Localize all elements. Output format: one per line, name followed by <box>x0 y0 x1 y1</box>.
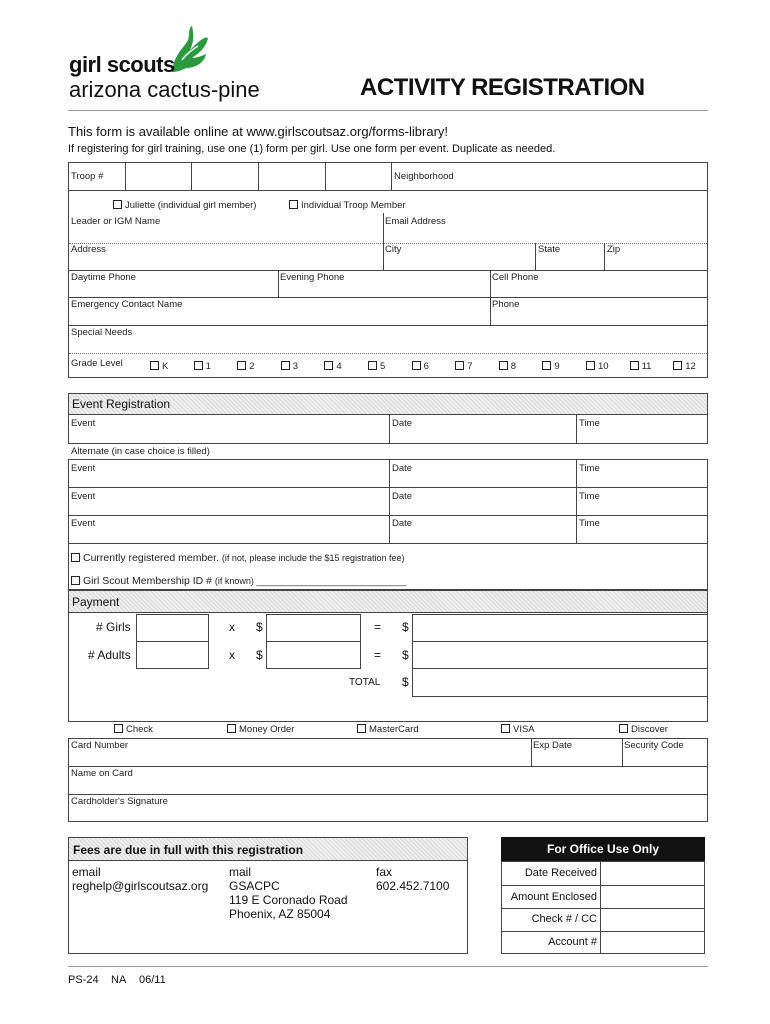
individual-troop-option[interactable]: Individual Troop Member <box>289 200 406 211</box>
grade-option-8[interactable]: 8 <box>499 361 516 372</box>
grade-option-2[interactable]: 2 <box>237 361 254 372</box>
state-label: State <box>538 244 561 255</box>
fees-fax: 602.452.7100 <box>376 879 450 893</box>
payment-method-checkbox[interactable] <box>619 724 628 733</box>
grade-option-K[interactable]: K <box>150 361 168 372</box>
grade-checkbox[interactable] <box>412 361 421 370</box>
grade-option-1[interactable]: 1 <box>194 361 211 372</box>
girls-label: # Girls <box>96 620 131 634</box>
grade-checkbox[interactable] <box>499 361 508 370</box>
time-label-3: Time <box>579 491 600 502</box>
grade-option-3[interactable]: 3 <box>281 361 298 372</box>
fees-mail-line-3: Phoenix, AZ 85004 <box>229 907 331 921</box>
grade-checkbox[interactable] <box>150 361 159 370</box>
evening-phone-label: Evening Phone <box>280 272 345 283</box>
card-section <box>68 738 708 822</box>
office-check-cc: Check # / CC <box>531 913 597 925</box>
juliette-option[interactable]: Juliette (individual girl member) <box>113 200 256 211</box>
adults-equals: = <box>374 648 382 662</box>
security-code-label: Security Code <box>624 740 684 751</box>
grade-option-4[interactable]: 4 <box>324 361 341 372</box>
fees-header <box>68 837 468 861</box>
grade-option-7[interactable]: 7 <box>455 361 472 372</box>
email-label: Email Address <box>385 216 446 227</box>
event-label-1: Event <box>71 418 96 429</box>
grade-checkbox[interactable] <box>455 361 464 370</box>
payment-method-checkbox[interactable] <box>357 724 366 733</box>
emergency-label: Emergency Contact Name <box>71 299 183 310</box>
office-title: For Office Use Only <box>546 842 660 856</box>
girls-count-field[interactable] <box>136 614 209 642</box>
footer-rule <box>68 966 708 967</box>
member-section <box>68 162 708 378</box>
girls-subtotal-field[interactable] <box>412 614 708 642</box>
total-field[interactable] <box>412 668 708 697</box>
adults-dollar: $ <box>256 648 263 662</box>
payment-method-checkbox[interactable] <box>501 724 510 733</box>
office-account: Account # <box>548 936 597 948</box>
card-number-label: Card Number <box>71 740 129 751</box>
total-label: TOTAL <box>349 677 381 688</box>
troop-label: Troop # <box>71 171 104 182</box>
adults-times: x <box>229 648 235 662</box>
fees-mail-line-1: GSACPC <box>229 879 280 893</box>
payment-method-checkbox[interactable] <box>114 724 123 733</box>
grade-option-12[interactable]: 12 <box>673 361 696 372</box>
grade-checkbox[interactable] <box>586 361 595 370</box>
neighborhood-label: Neighborhood <box>394 171 454 182</box>
event-row-primary <box>68 414 708 444</box>
grade-checkbox[interactable] <box>281 361 290 370</box>
grade-checkbox[interactable] <box>324 361 333 370</box>
council-name: arizona cactus-pine <box>69 77 260 102</box>
grade-level-label: Grade Level <box>71 358 123 369</box>
footer-date: 06/11 <box>139 974 166 986</box>
payment-method-discover[interactable]: Discover <box>619 724 668 735</box>
grade-option-9[interactable]: 9 <box>542 361 559 372</box>
phone-label: Phone <box>492 299 520 310</box>
special-needs-label: Special Needs <box>71 327 133 338</box>
signature-label: Cardholder's Signature <box>71 796 168 807</box>
payment-method-mastercard[interactable]: MasterCard <box>357 724 419 735</box>
event-registration-title: Event Registration <box>72 397 171 411</box>
date-label-3: Date <box>392 491 413 502</box>
time-label-1: Time <box>579 418 600 429</box>
individual-troop-checkbox[interactable] <box>289 200 298 209</box>
event-alternates <box>68 459 708 590</box>
instructions: If registering for girl training, use one (1) form per girl. Use one form per event. Duplicate as needed. <box>68 143 556 155</box>
fees-mail-line-2: 119 E Coronado Road <box>229 893 348 907</box>
girls-total-dollar: $ <box>402 620 409 634</box>
event-label-2: Event <box>71 463 96 474</box>
daytime-phone-label: Daytime Phone <box>71 272 136 283</box>
adults-total-dollar: $ <box>402 648 409 662</box>
total-dollar: $ <box>402 675 409 689</box>
adults-subtotal-field[interactable] <box>412 641 708 669</box>
fees-mail-heading: mail <box>229 865 252 879</box>
fees-email[interactable]: reghelp@girlscoutsaz.org <box>72 879 209 893</box>
online-note: This form is available online at www.girlscoutsaz.org/forms-library! <box>68 124 449 139</box>
office-date-received: Date Received <box>524 867 597 879</box>
fees-fax-heading: fax <box>376 865 393 879</box>
adults-count-field[interactable] <box>136 641 209 669</box>
cell-phone-label: Cell Phone <box>492 272 539 283</box>
alternate-label: Alternate (in case choice is filled) <box>71 446 210 457</box>
grade-checkbox[interactable] <box>194 361 203 370</box>
girls-dollar: $ <box>256 620 263 634</box>
leader-label: Leader or IGM Name <box>71 216 161 227</box>
grade-checkbox[interactable] <box>237 361 246 370</box>
office-header <box>501 837 705 861</box>
name-on-card-label: Name on Card <box>71 768 133 779</box>
fees-email-heading: email <box>72 865 101 879</box>
footer-code: PS-24 <box>68 974 99 986</box>
payment-method-checkbox[interactable] <box>227 724 236 733</box>
girls-fee-field[interactable] <box>266 614 361 642</box>
fees-title: Fees are due in full with this registration <box>73 843 304 857</box>
form-title: ACTIVITY REGISTRATION <box>360 74 645 101</box>
grade-checkbox[interactable] <box>673 361 682 370</box>
grade-option-6[interactable]: 6 <box>412 361 429 372</box>
payment-method-visa[interactable]: VISA <box>501 724 535 735</box>
grade-option-5[interactable]: 5 <box>368 361 385 372</box>
payment-method-check[interactable]: Check <box>114 724 153 735</box>
payment-method-money-order[interactable]: Money Order <box>227 724 294 735</box>
membership-id-checkbox[interactable] <box>71 576 80 585</box>
office-amount-enclosed: Amount Enclosed <box>510 891 597 903</box>
exp-date-label: Exp Date <box>533 740 573 751</box>
event-label-3: Event <box>71 491 96 502</box>
date-label-2: Date <box>392 463 413 474</box>
payment-header <box>68 590 708 613</box>
date-label-4: Date <box>392 518 413 529</box>
grade-checkbox[interactable] <box>368 361 377 370</box>
grade-option-10[interactable]: 10 <box>586 361 609 372</box>
org-name: girl scouts <box>69 52 175 77</box>
grade-checkbox[interactable] <box>542 361 551 370</box>
zip-label: Zip <box>607 244 621 255</box>
adults-fee-field[interactable] <box>266 641 361 669</box>
date-label-1: Date <box>392 418 413 429</box>
membership-id-option[interactable]: Girl Scout Membership ID # (if known) ______________________________ <box>71 575 407 587</box>
girls-equals: = <box>374 620 382 634</box>
address-label: Address <box>71 244 106 255</box>
grade-checkbox[interactable] <box>630 361 639 370</box>
grade-option-11[interactable]: 11 <box>630 361 652 372</box>
adults-label: # Adults <box>88 648 131 662</box>
city-label: City <box>385 244 402 255</box>
time-label-4: Time <box>579 518 600 529</box>
payment-title: Payment <box>72 595 120 609</box>
girls-times: x <box>229 620 235 634</box>
registered-member-option[interactable]: Currently registered member. (if not, please include the $15 registration fee) <box>71 552 405 564</box>
event-label-4: Event <box>71 518 96 529</box>
header-rule <box>68 110 708 111</box>
juliette-checkbox[interactable] <box>113 200 122 209</box>
footer-na: NA <box>111 974 127 986</box>
event-registration-header <box>68 393 708 415</box>
registered-member-checkbox[interactable] <box>71 553 80 562</box>
time-label-2: Time <box>579 463 600 474</box>
